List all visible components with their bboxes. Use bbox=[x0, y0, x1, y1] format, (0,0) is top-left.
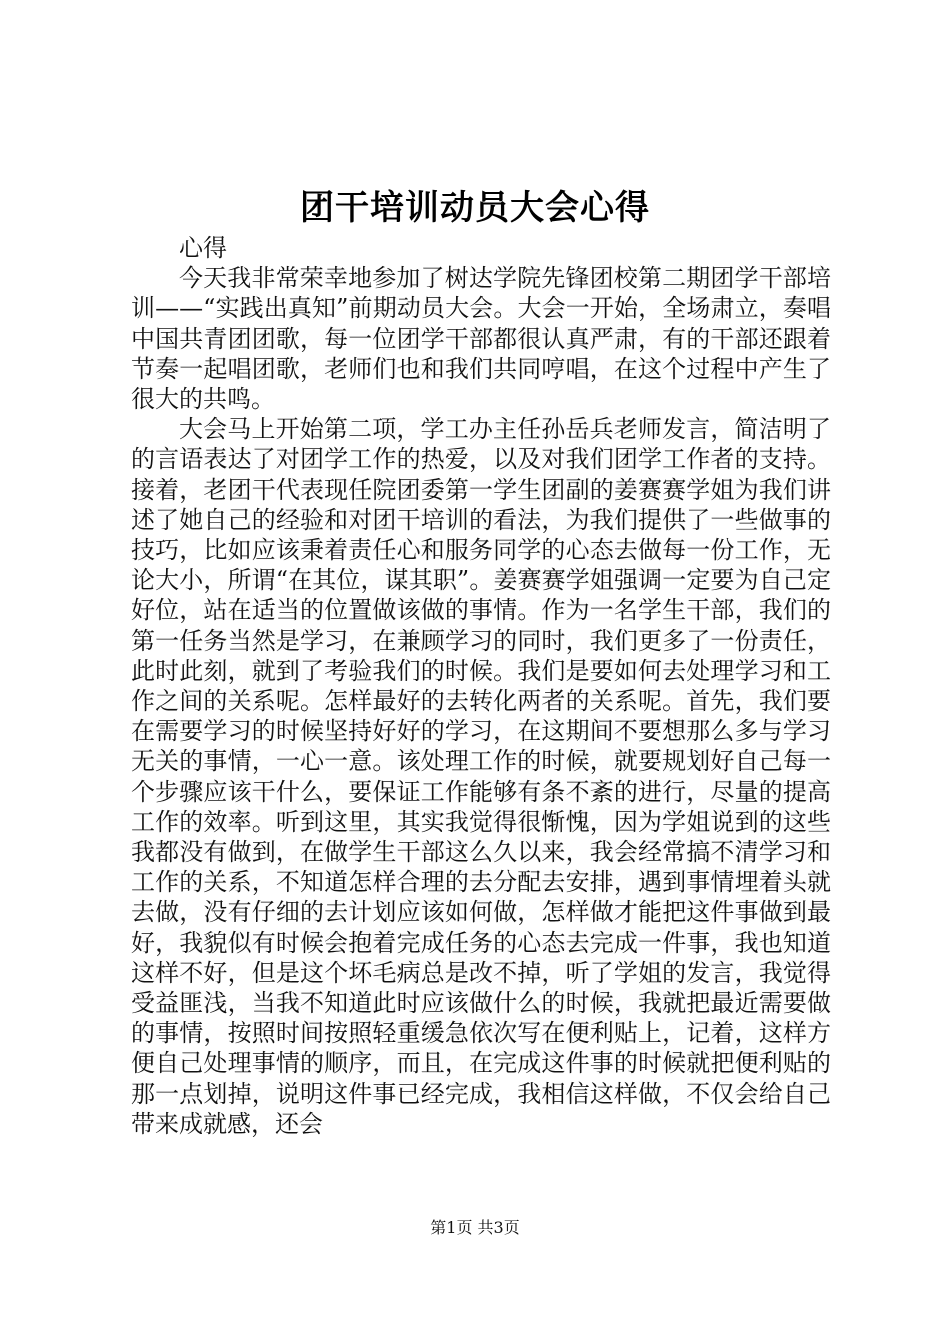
paragraph-heading: 心得 bbox=[179, 234, 227, 262]
page-footer: 第1页 共3页 bbox=[430, 1218, 520, 1237]
paragraph-1: 今天我非常荣幸地参加了树达学院先锋团校第二期团学干部培训——“实践出真知”前期动员大会。大会一开始，全场肃立，奏唱中国共青团团歌，每一位团学干部都很认真严肃，有的干部还跟着节奏一起唱团歌，老师们也和我们共同哼唱，在这个过程中产生了很大的共鸣。 bbox=[131, 264, 831, 414]
document-body bbox=[131, 233, 831, 1139]
document-title: 团干培训动员大会心得 bbox=[300, 188, 650, 228]
paragraph-2: 大会马上开始第二项，学工办主任孙岳兵老师发言，简洁明了的言语表达了对团学工作的热爱，以及对我们团学工作者的支持。接着，老团干代表现任院团委第一学生团副的姜赛赛学姐为我们讲述了她自己的经验和对团干培训的看法，为我们提供了一些做事的技巧，比如应该秉着责任心和服务同学的心态去做每一份工作，无论大小，所谓“在其位，谋其职”。姜赛赛学姐强调一定要为自己定好位，站在适当的位置做该做的事情。作为一名学生干部，我们的第一任务当然是学习，在兼顾学习的同时，我们更多了一份责任，此时此刻，就到了考验我们的时候。我们是要如何去处理学习和工作之间的关系呢。怎样最好的去转化两者的关系呢。首先，我们要在需要学习的时候坚持好好的学习，在这期间不要想那么多与学习无关的事情，一心一意。该处理工作的时候，就要规划好自己每一个步骤应该干什么，要保证工作能够有条不紊的进行，尽量的提高工作的效率。听到这里，其实我觉得很惭愧，因为学姐说到的这些我都没有做到，在做学生干部这么久以来，我会经常搞不清学习和工作的关系，不知道怎样合理的去分配去安排，遇到事情埋着头就去做，没有仔细的去计划应该如何做，怎样做才能把这件事做到最好，我貌似有时候会抱着完成任务的心态去完成一件事，我也知道这样不好，但是这个坏毛病总是改不掉，听了学姐的发言，我觉得受益匪浅，当我不知道此时应该做什么的时候，我就把最近需要做的事情，按照时间按照轻重缓急依次写在便利贴上，记着，这样方便自己处理事情的顺序，而且，在完成这件事的时候就把便利贴的那一点划掉，说明这件事已经完成，我相信这样做，不仅会给自己带来成就感，还会 bbox=[131, 415, 831, 1138]
